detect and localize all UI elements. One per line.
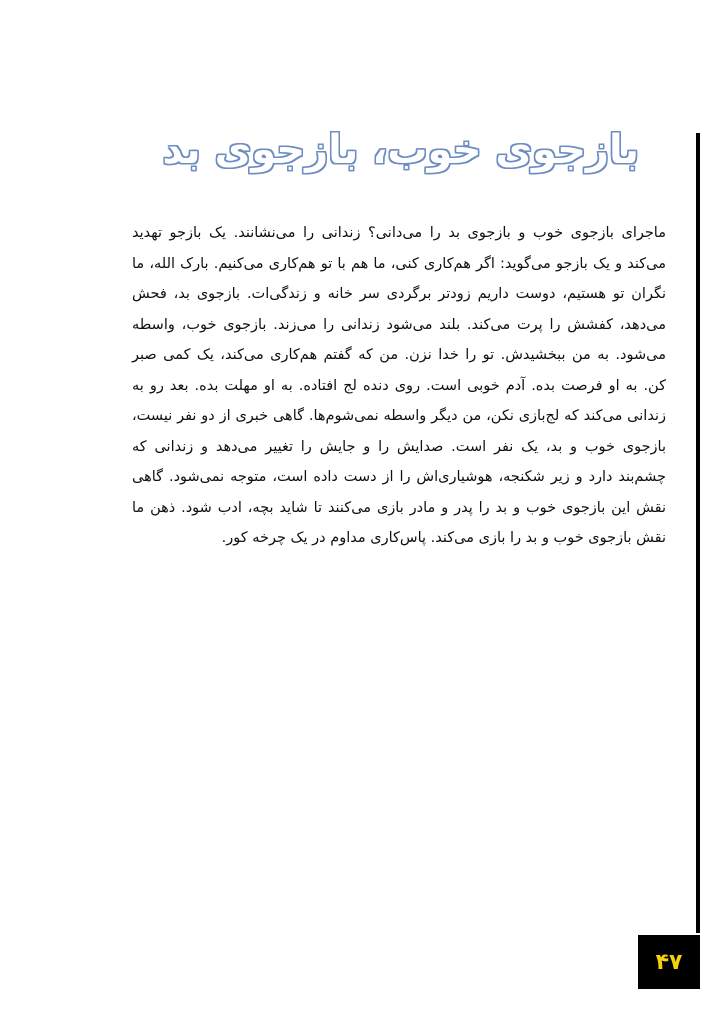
chapter-title: بازجوی خوب، بازجوی بد xyxy=(162,127,639,173)
page-number: ۴۷ xyxy=(655,949,683,975)
page-number-box xyxy=(638,935,700,989)
vertical-rule xyxy=(696,133,700,933)
body-paragraph: ماجرای بازجوی خوب و بازجوی بد را می‌دانی؟ زندانی را می‌نشانند. یک بازجو تهدید می‌کند و یک بازجو می‌گوید: اگر هم‌کاری کنی، ما هم با تو هم‌کاری می‌کنیم. بارک الله، ما نگران تو هستیم، دوست داریم زودتر برگردی سر خانه و زندگی‌ات. بازجوی بد، فحش می‌دهد، کفشش را پرت می‌کند. بلند می‌شود زندانی را می‌زند. بازجوی خوب، واسطه می‌شود. به من ببخشیدش. تو را خدا نزن. من که گفتم هم‌کاری می‌کند، یک کمی صبر کن. به او فرصت بده. آدم خوبی است. روی دنده لج افتاده. به او مهلت بده. بعد رو به زندانی می‌کند که لج‌بازی نکن، من دیگر واسطه نمی‌شوم‌ها. گاهی خبری از دو نفر نیست، بازجوی خوب و بد، یک نفر است. صدایش را و جایش را تغییر می‌دهد و زندانی که چشم‌بند دارد و زیر شکنجه، هوشیاری‌اش را از دست داده است، متوجه نمی‌شود. گاهی نقش این بازجوی خوب و بد را پدر و مادر بازی می‌کنند تا شاید بچه، ادب شود. ذهن ما نقش بازجوی خوب و بد را بازی می‌کند. پاس‌کاری مداوم در یک چرخه کور. xyxy=(132,225,666,546)
